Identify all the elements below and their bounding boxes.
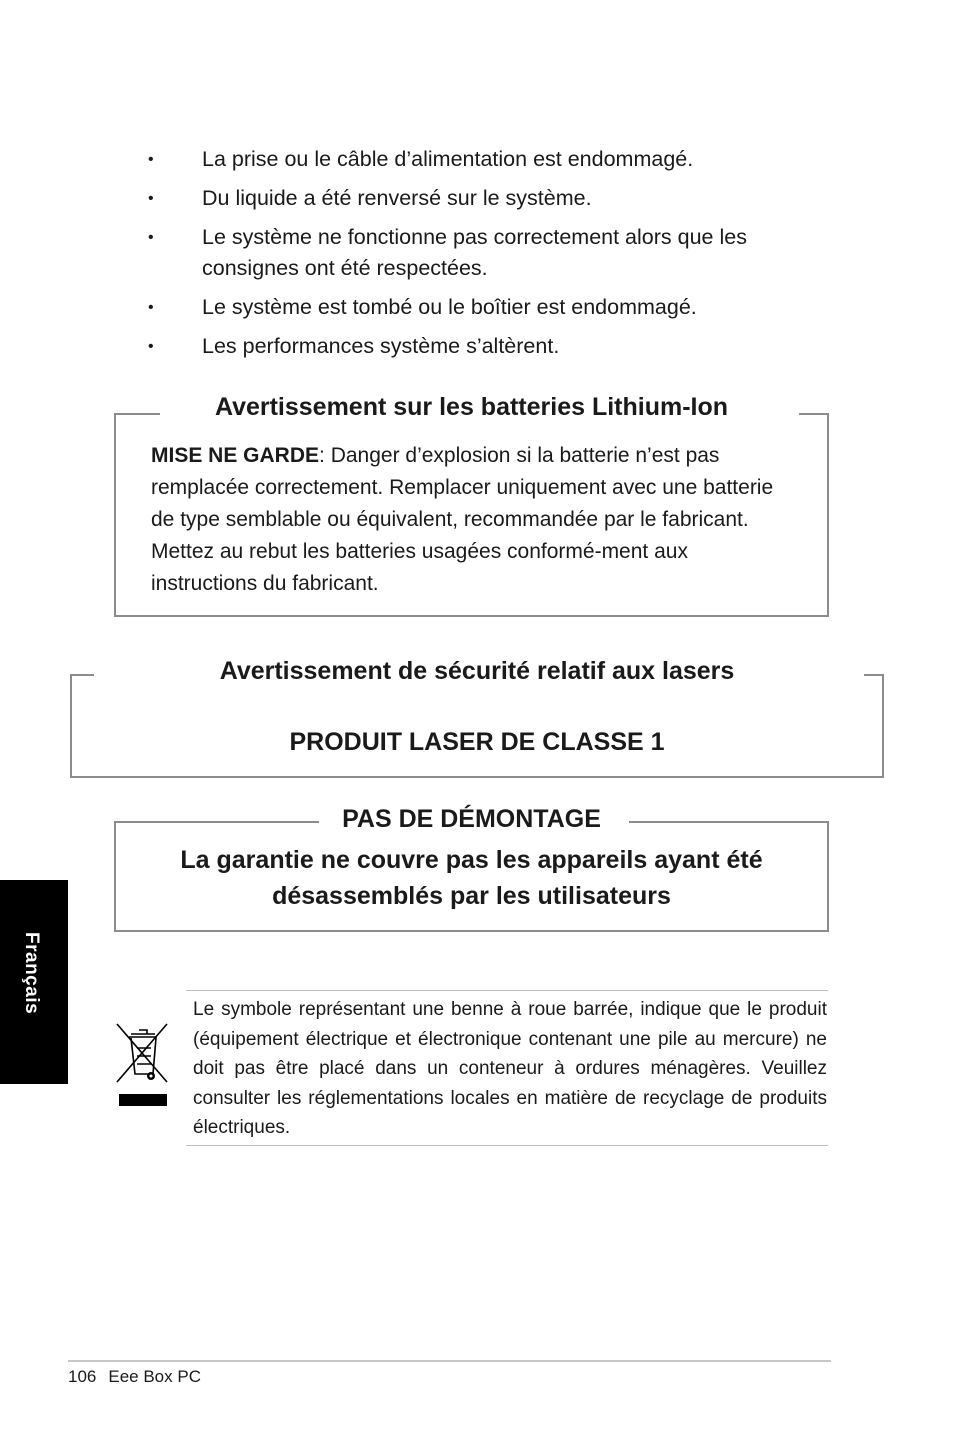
bullet-icon: •: [148, 338, 154, 355]
list-item: • Le système ne fonctionne pas correctement alors que les consignes ont été respectées.: [148, 222, 828, 284]
disassembly-warning-box: [114, 805, 829, 932]
bullet-icon: •: [148, 190, 154, 207]
battery-warning-heading: Avertissement sur les batteries Lithium-Ion: [214, 393, 729, 421]
page-footer: [68, 1367, 213, 1387]
list-item: • Les performances système s’altèrent.: [148, 331, 828, 362]
bullet-icon: •: [148, 151, 154, 168]
laser-warning-heading: Avertissement de sécurité relatif aux lasers: [219, 657, 735, 685]
footer-divider: [68, 1360, 831, 1362]
list-item: • La prise ou le câble d’alimentation est endommagé.: [148, 144, 828, 175]
battery-warning-label: MISE NE GARDE: [151, 444, 320, 467]
weee-text: Le symbole représentant une benne à roue barrée, indique que le produit (équipement électrique et électronique contenant une pile au mercure) ne doit pas être placé dans un conteneur à ordures ménagères. Veuillez consulter les réglementations locales en matière de recyclage de produits électriques.: [193, 999, 827, 1138]
battery-warning-text: MISE NE GARDE: Danger d’explosion si la batterie n’est pas remplacée correctement. Remplacer uniquement avec une batterie de type semblable ou équivalent, recommandée par le fabricant. Mettez au rebut les batteries usagées conformé-ment aux instructions du fabricant.: [151, 444, 774, 595]
laser-class-label: PRODUIT LASER DE CLASSE 1: [289, 728, 665, 756]
battery-warning-box: [114, 393, 829, 617]
list-item: • Le système est tombé ou le boîtier est endommagé.: [148, 292, 828, 323]
language-tab: [0, 880, 68, 1084]
disassembly-text: La garantie ne couvre pas les appareils ayant été désassemblés par les utilisateurs: [180, 846, 763, 910]
disassembly-heading: PAS DE DÉMONTAGE: [342, 805, 601, 833]
language-label: Français: [21, 932, 42, 1015]
weee-notice: [186, 990, 828, 1146]
bullet-list: [148, 144, 828, 370]
laser-warning-box: [70, 657, 884, 778]
crossed-out-wheelie-bin-icon: [115, 1020, 171, 1110]
bullet-icon: •: [148, 229, 154, 246]
list-item: • Du liquide a été renversé sur le système.: [148, 183, 828, 214]
bullet-icon: •: [148, 299, 154, 316]
page-number: 106: [68, 1367, 97, 1386]
product-name: Eee Box PC: [108, 1367, 201, 1386]
